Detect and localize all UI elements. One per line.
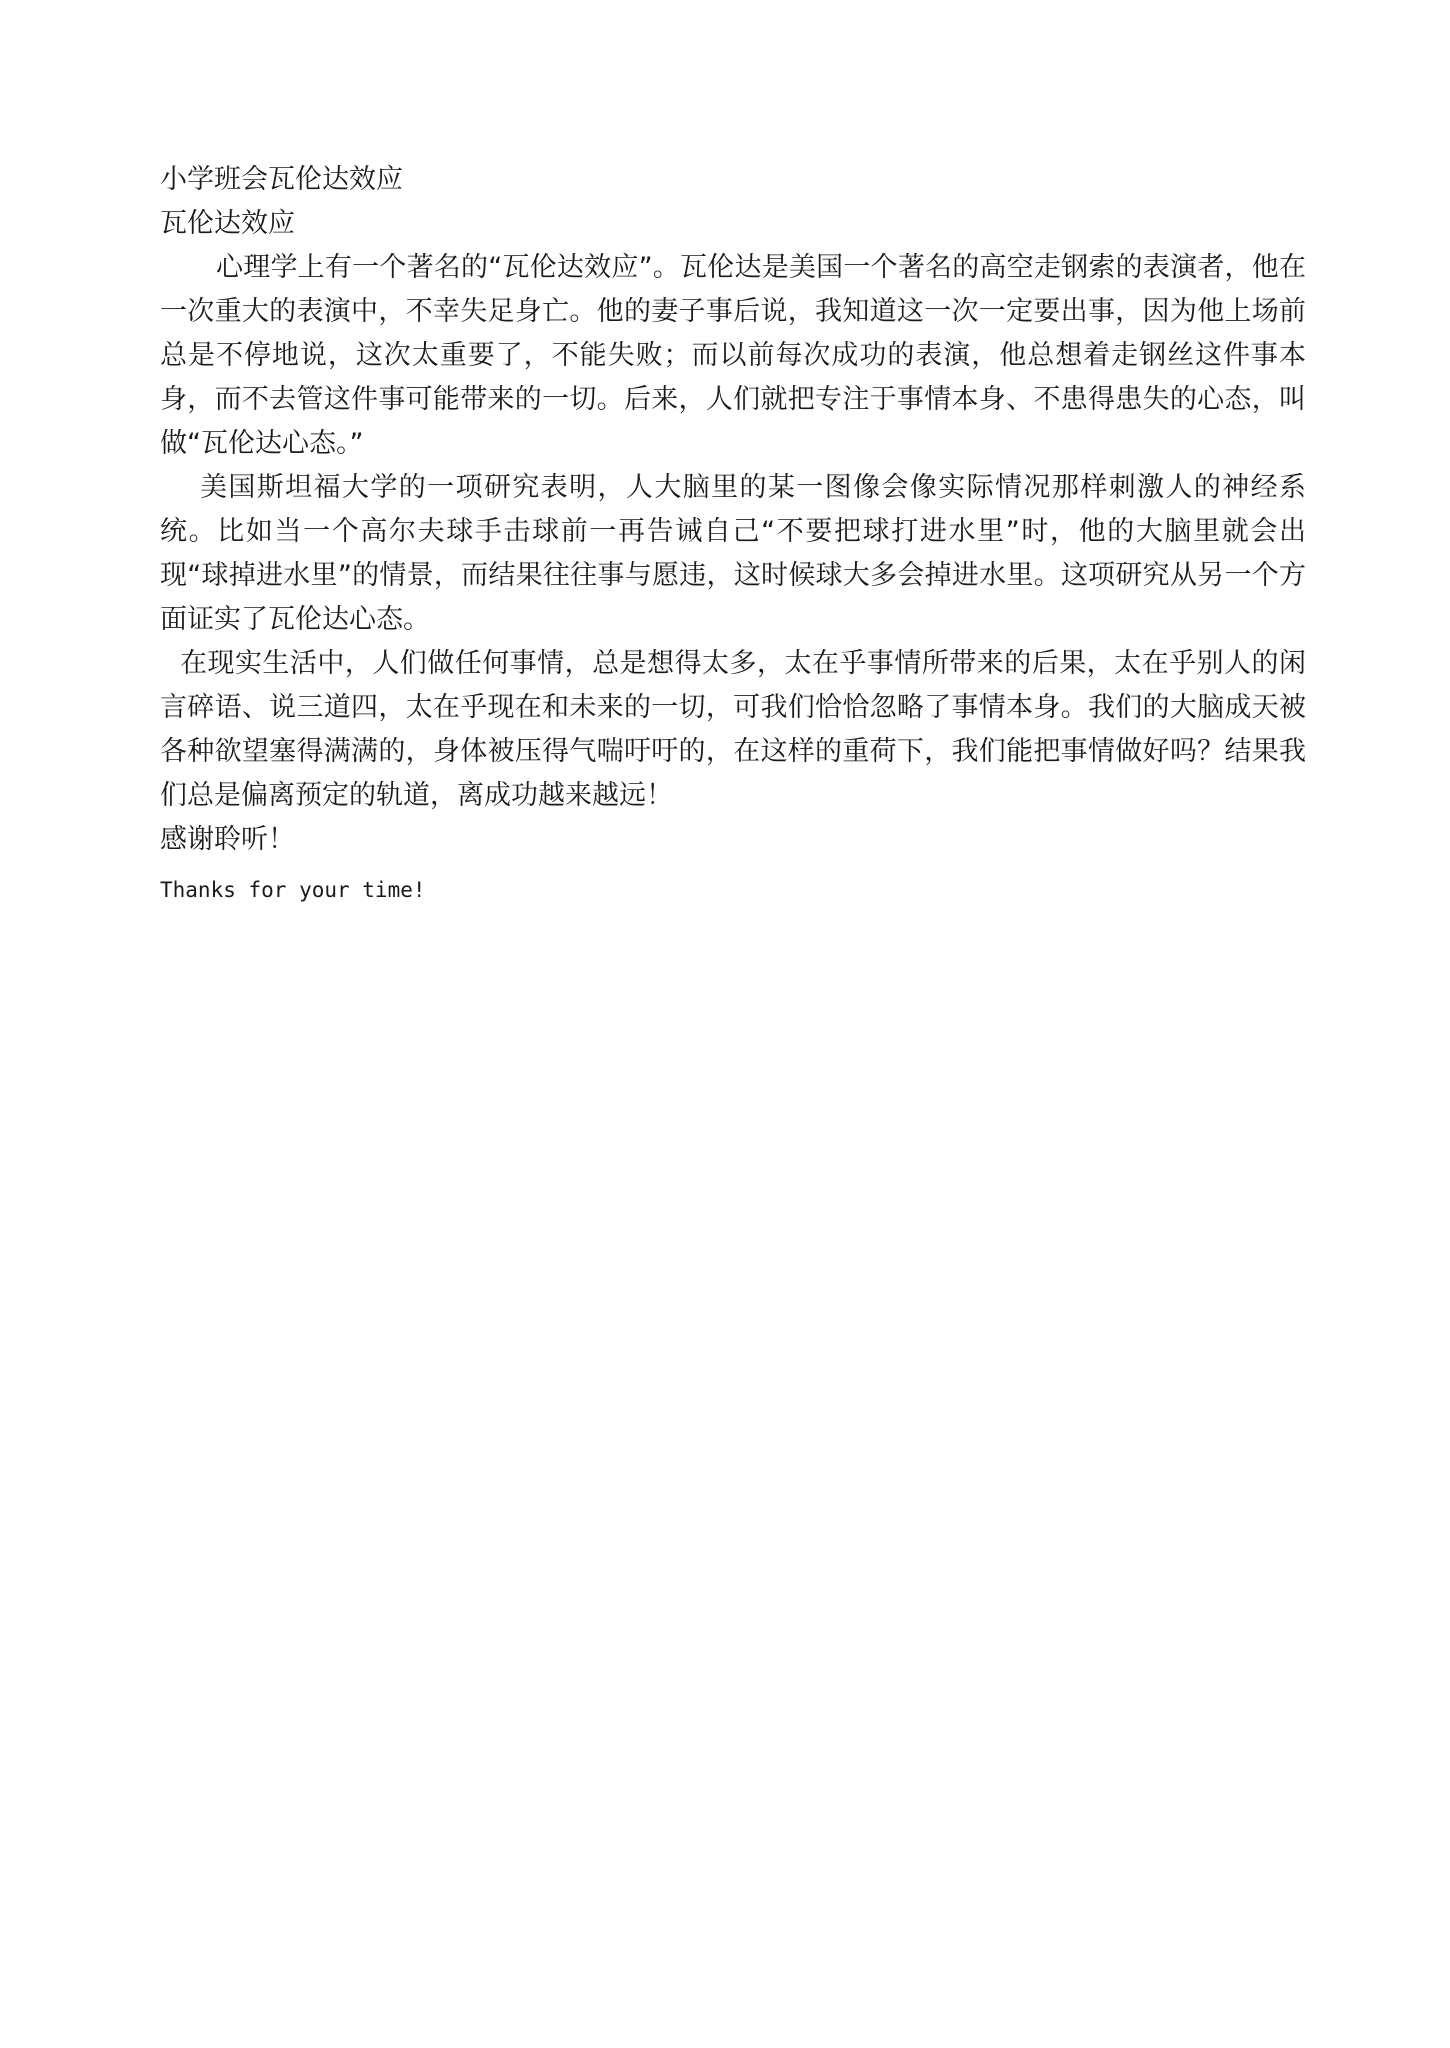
document-title: 小学班会瓦伦达效应 xyxy=(160,164,403,195)
paragraph-stanford-study: 美国斯坦福大学的一项研究表明，人大脑里的某一图像会像实际情况那样刺激人的神经系统。比如当一个高尔夫球手击球前一再告诫自己“不要把球打进水里”时，他的大脑里就会出现“球掉进水里”的情景，而结果往往事与愿违，这时候球大多会掉进水里。这项研究从另一个方面证实了瓦伦达心态。 xyxy=(160,472,1306,635)
closing-thanks-english: Thanks for your time! xyxy=(160,878,426,902)
document-subtitle: 瓦伦达效应 xyxy=(160,208,295,239)
document-body xyxy=(160,158,1306,910)
paragraph-wallenda-story: 心理学上有一个著名的“瓦伦达效应”。瓦伦达是美国一个著名的高空走钢索的表演者，他在一次重大的表演中，不幸失足身亡。他的妻子事后说，我知道这一次一定要出事，因为他上场前总是不停地说，这次太重要了，不能失败；而以前每次成功的表演，他总想着走钢丝这件事本身，而不去管这件事可能带来的一切。后来，人们就把专注于事情本身、不患得患失的心态，叫做“瓦伦达心态。” xyxy=(160,252,1306,459)
closing-thanks: 感谢聆听！ xyxy=(160,824,295,855)
paragraph-real-life: 在现实生活中，人们做任何事情，总是想得太多，太在乎事情所带来的后果，太在乎别人的闲言碎语、说三道四，太在乎现在和未来的一切，可我们恰恰忽略了事情本身。我们的大脑成天被各种欲望塞得满满的，身体被压得气喘吁吁的，在这样的重荷下，我们能把事情做好吗？结果我们总是偏离预定的轨道，离成功越来越远！ xyxy=(160,648,1306,811)
